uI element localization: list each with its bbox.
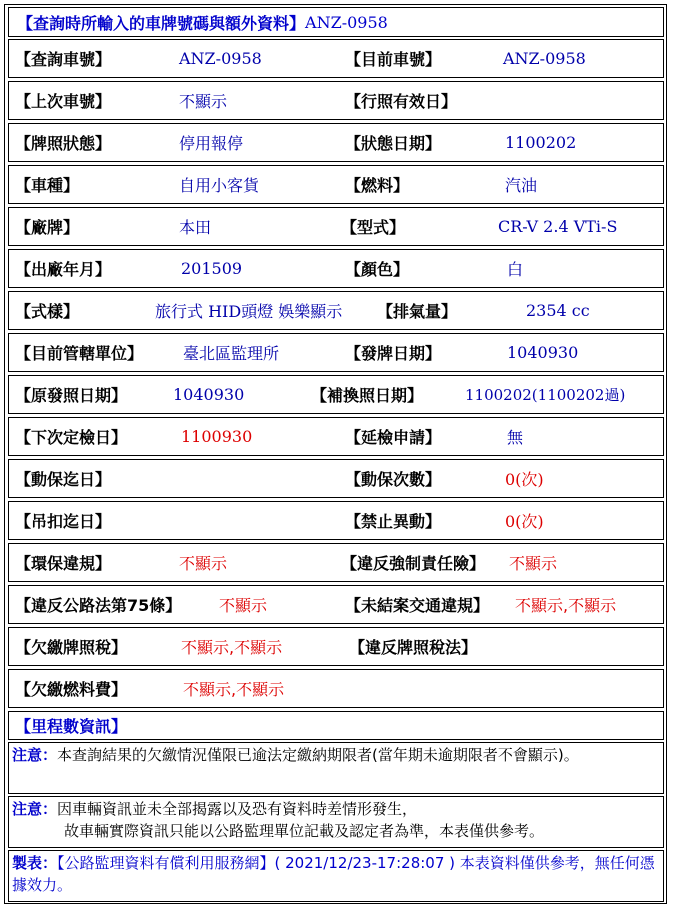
info-row	[8, 459, 664, 498]
mileage-section	[8, 711, 664, 740]
note-generated	[8, 850, 664, 902]
row-value: 1040930	[507, 343, 579, 362]
row-value: 201509	[181, 259, 243, 278]
row-label: 【狀態日期】	[345, 134, 442, 153]
row-label: 【禁止異動】	[345, 512, 442, 531]
note-label: 注意：	[12, 800, 58, 818]
info-row	[8, 165, 664, 204]
info-row	[8, 123, 664, 162]
row-label: 【下次定檢日】	[15, 428, 128, 447]
row-value: 1100202(1100202過)	[465, 386, 626, 404]
row-value: 不顯示,不顯示	[181, 638, 283, 657]
row-label: 【未結案交通違規】	[345, 596, 490, 615]
row-label: 【違反牌照稅法】	[349, 638, 478, 657]
note-label: 注意：	[12, 746, 58, 764]
row-value: 旅行式 HID頭燈 娛樂顯示	[155, 302, 343, 321]
note-text-continued: 故車輛實際資訊只能以公路監理單位記載及認定者為準，本表僅供參考。	[64, 822, 545, 840]
note-text: 【公路監理資料有償利用服務網】( 2021/12/23-17:28:07 ) 本表資料僅供參考，無任何憑據效力。	[12, 854, 655, 894]
info-row	[8, 543, 664, 582]
info-row	[8, 81, 664, 120]
row-value: 0(次)	[505, 470, 544, 489]
row-value: 停用報停	[179, 134, 244, 153]
row-value: 汽油	[505, 176, 538, 195]
row-value: 不顯示,不顯示	[515, 596, 617, 615]
row-value: 1100202	[505, 133, 577, 152]
row-value: ANZ-0958	[503, 49, 586, 68]
row-label: 【原發照日期】	[15, 386, 128, 405]
note-label: 製表：	[12, 854, 58, 872]
row-value: 1040930	[173, 385, 245, 404]
note-overdue	[8, 742, 664, 794]
row-label: 【式樣】	[15, 302, 80, 321]
info-row	[8, 333, 664, 372]
row-label: 【顏色】	[345, 260, 410, 279]
info-row	[8, 291, 664, 330]
row-label: 【違反強制責任險】	[341, 554, 486, 573]
header-plate: ANZ-0958	[305, 12, 388, 32]
row-label: 【欠繳燃料費】	[15, 680, 128, 699]
info-row	[8, 627, 664, 666]
info-row	[8, 417, 664, 456]
info-row	[8, 669, 664, 708]
row-label: 【動保次數】	[345, 470, 442, 489]
row-label: 【延檢申請】	[345, 428, 442, 447]
row-value: 2354 cc	[526, 301, 590, 320]
row-label: 【車種】	[15, 176, 80, 195]
row-label: 【補換照日期】	[311, 386, 424, 405]
row-label: 【環保違規】	[15, 554, 112, 573]
row-label: 【吊扣迄日】	[15, 512, 112, 531]
row-label: 【型式】	[341, 218, 406, 237]
info-row	[8, 585, 664, 624]
row-label: 【欠繳牌照稅】	[15, 638, 128, 657]
row-value: 0(次)	[505, 512, 544, 531]
row-label: 【違反公路法第75條】	[15, 596, 182, 615]
row-label: 【排氣量】	[377, 302, 458, 321]
row-value: ANZ-0958	[179, 49, 262, 68]
row-value: 臺北區監理所	[183, 344, 280, 363]
row-label: 【發牌日期】	[345, 344, 442, 363]
row-value: 不顯示	[509, 554, 558, 573]
row-value: CR-V 2.4 VTi-S	[498, 217, 618, 236]
row-label: 【目前車號】	[345, 50, 442, 69]
info-row	[8, 39, 664, 78]
row-label: 【廠牌】	[15, 218, 80, 237]
row-value: 白	[507, 260, 524, 279]
mileage-title: 【里程數資訊】	[15, 717, 128, 736]
info-row	[8, 249, 664, 288]
note-disclaimer	[8, 796, 664, 848]
row-label: 【上次車號】	[15, 92, 112, 111]
row-label: 【出廠年月】	[15, 260, 112, 279]
report-header	[8, 7, 664, 37]
row-value: 無	[507, 428, 524, 447]
info-row	[8, 375, 664, 414]
row-value: 不顯示	[179, 554, 228, 573]
row-label: 【動保迄日】	[15, 470, 112, 489]
row-label: 【查詢車號】	[15, 50, 112, 69]
header-title: 【查詢時所輸入的車牌號碼與額外資料】	[17, 13, 306, 33]
row-label: 【行照有效日】	[345, 92, 458, 111]
row-value: 不顯示	[219, 596, 268, 615]
info-row	[8, 501, 664, 540]
note-text: 因車輛資訊並未全部揭露以及恐有資料時差情形發生，	[57, 800, 418, 818]
info-row	[8, 207, 664, 246]
note-text: 本查詢結果的欠繳情況僅限已逾法定繳納期限者(當年期未逾期限者不會顯示)。	[57, 746, 579, 764]
row-label: 【燃料】	[345, 176, 410, 195]
row-label: 【牌照狀態】	[15, 134, 112, 153]
row-value: 自用小客貨	[179, 176, 260, 195]
row-value: 本田	[179, 218, 212, 237]
row-value: 1100930	[181, 427, 253, 446]
row-value: 不顯示	[179, 92, 228, 111]
row-label: 【目前管轄單位】	[15, 344, 144, 363]
row-value: 不顯示,不顯示	[183, 680, 285, 699]
